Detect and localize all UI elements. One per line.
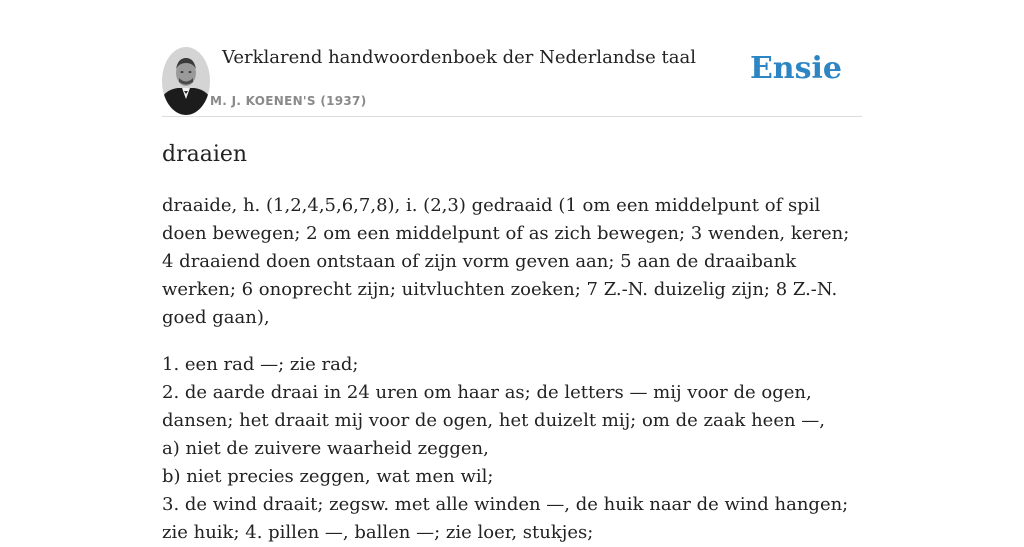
entry-line: 3. de wind draait; zegsw. met alle winden —, de huik naar de wind hangen; zie huik; 4. pillen —, ballen —; zie loer, stukjes; <box>162 494 849 543</box>
author-portrait-icon <box>162 47 210 115</box>
header <box>162 0 862 117</box>
dictionary-author: M. J. KOENEN'S (1937) <box>210 94 367 108</box>
entry-line: a) niet de zuivere waarheid zeggen, <box>162 438 489 459</box>
page <box>162 0 862 543</box>
entry-headword: draaien <box>162 142 248 167</box>
entry-line: 1. een rad —; zie rad; <box>162 354 359 375</box>
entry-content <box>162 192 862 547</box>
entry-line: b) niet precies zeggen, wat men wil; <box>162 466 494 487</box>
entry-line: 2. de aarde draai in 24 uren om haar as; de letters — mij voor de ogen, dansen; het draait mij voor de ogen, het duizelt mij; om de zaak heen —, <box>162 382 826 431</box>
dictionary-title[interactable]: Verklarend handwoordenboek der Nederlandse taal <box>222 47 696 68</box>
brand-logo[interactable]: Ensie <box>749 51 842 86</box>
entry-definition: draaide, h. (1,2,4,5,6,7,8), i. (2,3) gedraaid (1 om een middelpunt of spil doen bewegen; 2 om een middelpunt of as zich bewegen; 3 wenden, keren; 4 draaiend doen ontstaan of zijn vorm geven aan; 5 aan de draaibank werken; 6 onoprecht zijn; uitvluchten zoeken; 7 Z.-N. duizelig zijn; 8 Z.-N. goed gaan), <box>162 195 850 328</box>
